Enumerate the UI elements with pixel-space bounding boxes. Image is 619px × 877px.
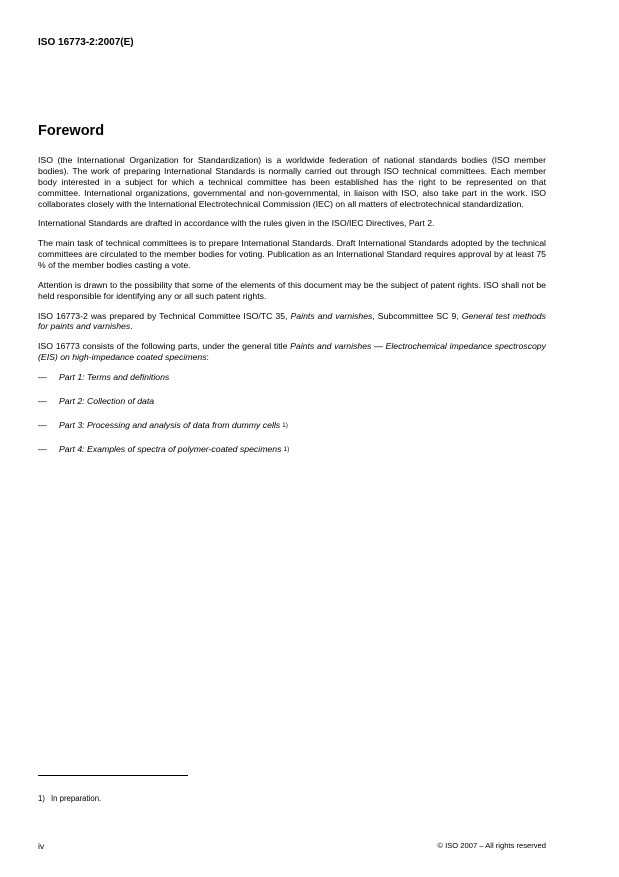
footnote-divider bbox=[38, 775, 188, 776]
parts-intro-suffix: : bbox=[206, 352, 209, 363]
footnote-ref: 1) bbox=[282, 421, 288, 429]
dash-bullet: — bbox=[38, 395, 47, 406]
paragraph-parts-intro bbox=[38, 341, 546, 363]
footnote bbox=[38, 794, 101, 803]
footnote-text: In preparation. bbox=[50, 794, 102, 803]
paragraph-committee-task: The main task of technical committees is to prepare International Standards. Draft International Standards adopted by the technical committees are circulated to the member bodies for voting. Publication as an International Standard requires approval by at least 75 % of the member bodies casting a vote. bbox=[38, 238, 546, 271]
dash-bullet: — bbox=[38, 371, 47, 382]
part-title: Part 4: Examples of spectra of polymer-coated specimens bbox=[59, 443, 282, 454]
prepared-by-suffix: . bbox=[130, 321, 133, 332]
list-item bbox=[38, 396, 546, 407]
foreword-body bbox=[38, 155, 546, 468]
copyright-notice: © ISO 2007 – All rights reserved bbox=[437, 841, 546, 850]
paragraph-patent-notice: Attention is drawn to the possibility that some of the elements of this document may be the subject of patent rights. ISO shall not be held responsible for identifying any or all such patent rights. bbox=[38, 279, 546, 301]
part-title: Part 3: Processing and analysis of data from dummy cells bbox=[59, 419, 281, 430]
list-item bbox=[38, 420, 546, 431]
part-title: Part 1: Terms and definitions bbox=[59, 371, 170, 382]
page-number: iv bbox=[38, 841, 45, 851]
subcommittee-title: General test methods for paints and varnishes bbox=[38, 310, 546, 332]
part-title: Part 2: Collection of data bbox=[59, 395, 155, 406]
foreword-heading: Foreword bbox=[38, 123, 105, 139]
footnote-number: 1) bbox=[38, 794, 45, 803]
list-item bbox=[38, 372, 546, 383]
document-id: ISO 16773-2:2007(E) bbox=[38, 37, 134, 48]
parts-intro-prefix: ISO 16773 consists of the following parts, under the general title bbox=[38, 341, 291, 352]
paragraph-iso-intro: ISO (the International Organization for Standardization) is a worldwide federation of national standards bodies (ISO member bodies). The work of preparing International Standards is normally carried out through ISO technical committees. Each member body interested in a subject for which a technical committee has been established has the right to be represented on that committee. International organizations, governmental and non-governmental, in liaison with ISO, also take part in the work. ISO collaborates closely with the International Electrotechnical Commission (IEC) on all matters of electrotechnical standardization. bbox=[38, 155, 546, 209]
dash-bullet: — bbox=[38, 419, 47, 430]
footnote-ref: 1) bbox=[283, 445, 290, 453]
paragraph-directives: International Standards are drafted in accordance with the rules given in the ISO/IEC Directives, Part 2. bbox=[38, 218, 435, 229]
paragraph-prepared-by bbox=[38, 311, 546, 333]
committee-title: Paints and varnishes bbox=[290, 310, 373, 321]
dash-bullet: — bbox=[38, 443, 47, 454]
prepared-by-middle: , Subcommittee SC 9, bbox=[372, 310, 462, 321]
general-title: Paints and varnishes — Electrochemical impedance spectroscopy (EIS) on high-impedance coated specimens bbox=[38, 341, 546, 363]
parts-list bbox=[38, 372, 546, 455]
prepared-by-prefix: ISO 16773-2 was prepared by Technical Committee ISO/TC 35, bbox=[38, 310, 291, 321]
list-item bbox=[38, 444, 546, 455]
